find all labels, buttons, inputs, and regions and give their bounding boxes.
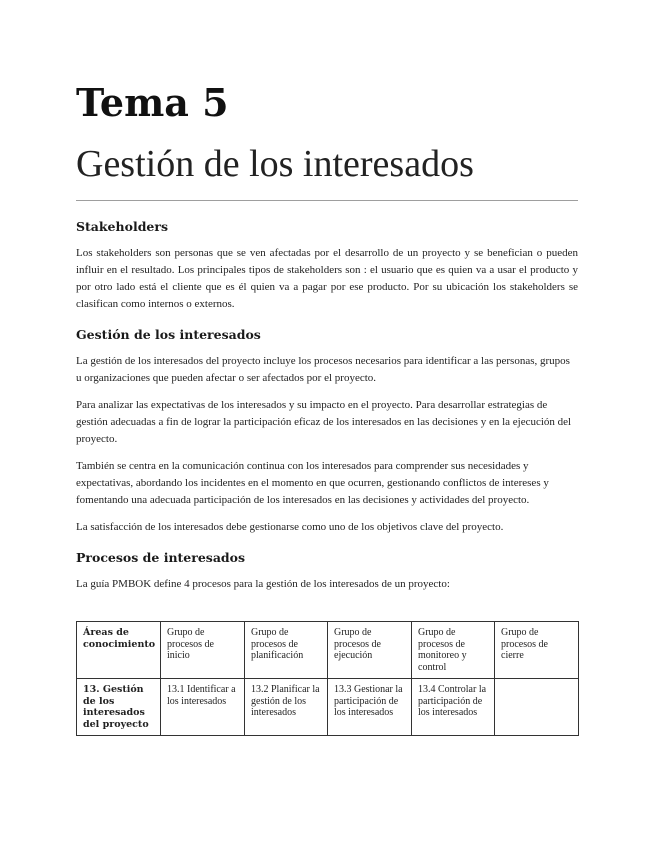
paragraph: Los stakeholders son personas que se ven afectadas por el desarrollo de un proyecto y se benefician o pueden influir en el resultado. Los principales tipos de stakeholders son : el usuario que es quien va a usar el producto y por otro lado está el cliente que es él quien va a pagar por ese producto. Por su ubicación los stakeholders se clasifican como internos o externos. xyxy=(76,247,578,310)
page-title: Tema 5 xyxy=(76,80,229,125)
processes-table xyxy=(76,621,579,736)
table-header-row xyxy=(77,622,579,679)
section-gestion-interesados xyxy=(76,327,578,536)
table-cell: 13.2 Planificar la gestión de los interesados xyxy=(245,679,328,736)
section-procesos-interesados xyxy=(76,550,578,593)
table-cell: 13.4 Controlar la participación de los interesados xyxy=(412,679,495,736)
section-heading: Stakeholders xyxy=(76,219,169,234)
paragraph: También se centra en la comunicación continua con los interesados para comprender sus necesidades y expectativas, abordando los incidentes en el momento en que ocurren, gestionando conflictos de intereses y fomentando una adecuada participación de los interesados en las decisiones y actividades del proyecto. xyxy=(76,460,549,506)
table-cell: 13.1 Identificar a los interesados xyxy=(161,679,245,736)
section-stakeholders xyxy=(76,219,578,313)
page-subtitle: Gestión de los interesados xyxy=(76,143,474,185)
title-divider xyxy=(76,200,578,201)
table-cell: 13. Gestión de los interesados del proyecto xyxy=(77,679,161,736)
table-header-cell: Grupo de procesos de planificación xyxy=(245,622,328,679)
paragraph: La gestión de los interesados del proyecto incluye los procesos necesarios para identificar a las personas, grupos u organizaciones que pueden afectar o ser afectados por el proyecto. xyxy=(76,355,570,384)
section-heading: Procesos de interesados xyxy=(76,550,246,565)
paragraph: Para analizar las expectativas de los interesados y su impacto en el proyecto. Para desarrollar estrategias de gestión adecuadas a fin de lograr la participación eficaz de los interesados en las decisiones y en la ejecución del proyecto. xyxy=(76,399,572,445)
table-header-cell: Grupo de procesos de inicio xyxy=(161,622,245,679)
section-heading: Gestión de los interesados xyxy=(76,327,261,342)
paragraph: La satisfacción de los interesados debe gestionarse como uno de los objetivos clave del proyecto. xyxy=(76,521,504,533)
table-cell xyxy=(495,679,579,736)
table-header-cell: Grupo de procesos de ejecución xyxy=(328,622,412,679)
table-header-cell: Áreas de conocimiento xyxy=(77,622,161,679)
table-row xyxy=(77,679,579,736)
table-header-cell: Grupo de procesos de cierre xyxy=(495,622,579,679)
table-header-cell: Grupo de procesos de monitoreo y control xyxy=(412,622,495,679)
paragraph: La guía PMBOK define 4 procesos para la gestión de los interesados de un proyecto: xyxy=(76,578,450,590)
table-cell: 13.3 Gestionar la participación de los interesados xyxy=(328,679,412,736)
document-page xyxy=(76,80,578,736)
